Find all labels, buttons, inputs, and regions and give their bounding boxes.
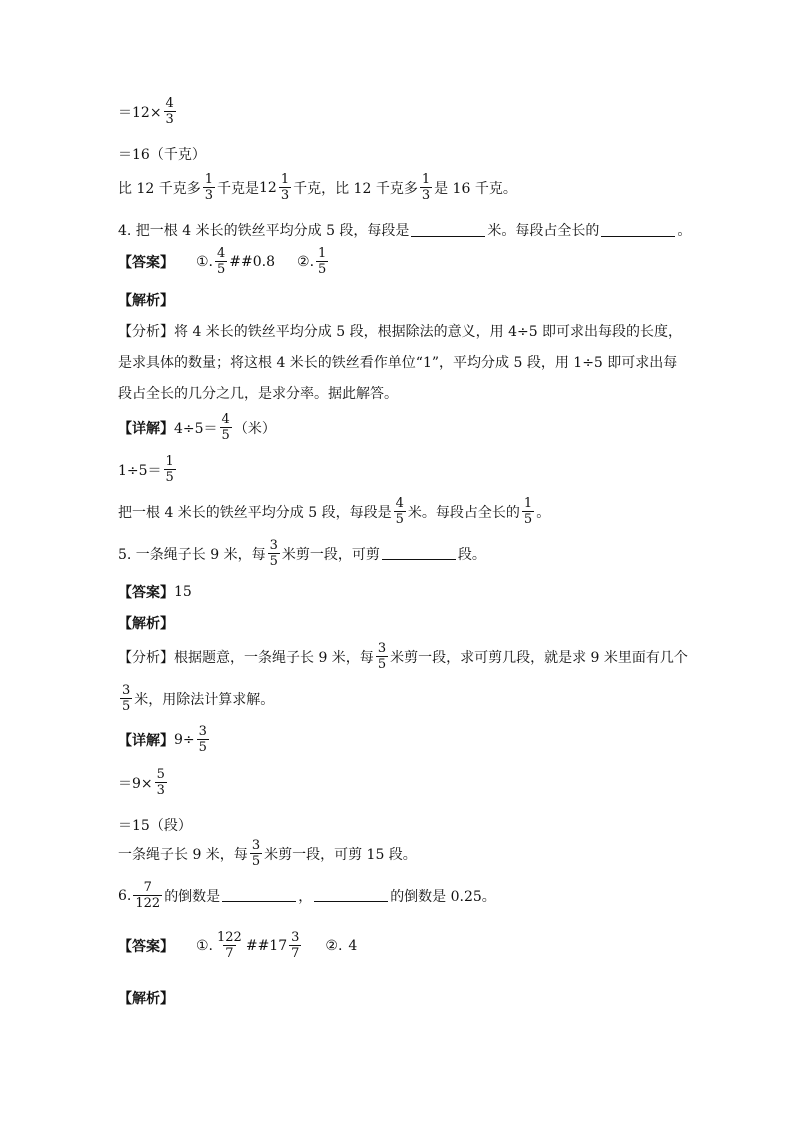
answer-5: 【答案】 15 (118, 584, 192, 601)
calc-line-1: ＝12× $\frac{4}{3}$ (118, 96, 174, 127)
analysis-4-line-3: 段占全长的几分之几，是求分率。据此解答。 (118, 386, 398, 402)
fraction: $\frac{3}{7}$ (291, 930, 300, 961)
fraction: $\frac{3}{5}$ (198, 724, 207, 755)
detail-5-conclusion: 一条绳子长 9 米，每 $\frac{3}{5}$ 米剪一段，可剪 15 段。 (118, 838, 417, 869)
fraction: $\frac{3}{5}$ (122, 683, 131, 714)
mixed-number: 12 $\frac{1}{3}$ (259, 172, 290, 203)
fraction: $\frac{4}{5}$ (221, 412, 230, 443)
fraction: $\frac{4}{3}$ (165, 96, 174, 127)
fraction: $\frac{122}{7}$ (217, 930, 242, 961)
fraction: $\frac{4}{5}$ (217, 246, 226, 277)
answer-blank (382, 547, 456, 560)
fraction: $\frac{1}{3}$ (421, 172, 431, 203)
detail-4-conclusion: 把一根 4 米长的铁丝平均分成 5 段，每段是 $\frac{4}{5}$ 米。每段占全长的 $\frac{1}{5}$ 。 (118, 496, 551, 527)
answer-blank (411, 224, 485, 237)
analysis-4-line-2: 是求具体的数量；将这根 4 米长的铁丝看作单位“1”，平均分成 5 段，用 1÷5 即可求出每 (118, 355, 678, 371)
question-5: 5. 一条绳子长 9 米，每 $\frac{3}{5}$ 米剪一段，可剪 段。 (118, 538, 486, 569)
analysis-heading: 【解析】 (118, 991, 174, 1007)
analysis-5: 【分析】根据题意，一条绳子长 9 米，每 $\frac{3}{5}$ 米剪一段，求可剪几段，就是求 9 米里面有几个 (118, 641, 688, 672)
detail-5: 【详解】 9÷ $\frac{3}{5}$ (118, 724, 207, 755)
fraction: $\frac{1}{5}$ (523, 496, 533, 527)
analysis-5-line-2: $\frac{3}{5}$ 米，用除法计算求解。 (122, 683, 275, 714)
conclusion-line: 比 12 千克多 $\frac{1}{3}$ 千克是 12 $\frac{1}{3}$ 千克，比 12 千克多 $\frac{1}{3}$ 是 16 千克。 (118, 172, 517, 203)
answer-blank (601, 224, 675, 237)
answer-6: 【答案】 ①. $\frac{122}{7}$ ##17 $\frac{3}{7}$ ②. 4 (118, 930, 358, 961)
analysis-4-line-1: 【分析】将 4 米长的铁丝平均分成 5 段，根据除法的意义，用 4÷5 即可求出每段的长度， (118, 324, 683, 340)
fraction: $\frac{3}{5}$ (377, 641, 387, 672)
fraction: $\frac{3}{5}$ (269, 538, 278, 569)
answer-blank (314, 889, 388, 902)
fraction: $\frac{4}{5}$ (395, 496, 404, 527)
fraction: $\frac{3}{5}$ (251, 838, 261, 869)
question-6: 6. $\frac{7}{122}$ 的倒数是 ， 的倒数是 0.25。 (118, 880, 496, 911)
detail-5-line-2: ＝9× $\frac{5}{3}$ (118, 767, 165, 798)
analysis-heading: 【解析】 (118, 293, 174, 309)
calc-line-2: ＝16（千克） (118, 147, 206, 163)
answer-4: 【答案】 ①. $\frac{4}{5}$ ##0.8 ②. $\frac{1}{5}$ (118, 246, 327, 277)
detail-5-line-3: ＝15（段） (118, 818, 192, 834)
fraction: $\frac{7}{122}$ (135, 880, 161, 911)
fraction: $\frac{1}{3}$ (204, 172, 213, 203)
detail-4: 【详解】 4÷5＝ $\frac{4}{5}$ （米） (118, 412, 276, 443)
fraction: $\frac{1}{5}$ (165, 454, 174, 485)
answer-blank (222, 889, 296, 902)
fraction: $\frac{1}{5}$ (318, 246, 327, 277)
question-4: 4. 把一根 4 米长的铁丝平均分成 5 段，每段是 米。每段占全长的 。 (118, 223, 692, 239)
detail-4-line-2: 1÷5＝ $\frac{1}{5}$ (118, 454, 174, 485)
analysis-heading: 【解析】 (118, 616, 174, 632)
fraction: $\frac{5}{3}$ (156, 767, 165, 798)
